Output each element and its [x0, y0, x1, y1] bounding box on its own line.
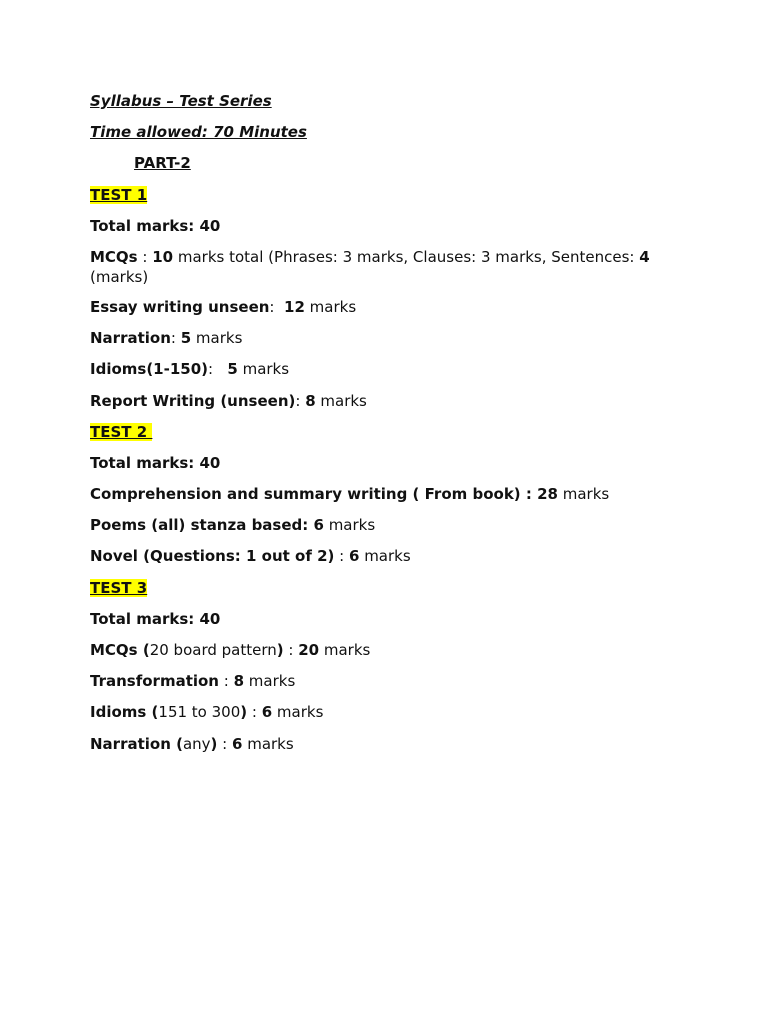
item-text: marks	[237, 360, 290, 379]
test-3-total: Total marks: 40	[90, 609, 221, 628]
item-text: :	[137, 247, 153, 266]
document-body	[90, 92, 690, 766]
item-value: 4	[639, 247, 650, 266]
test-2-heading: TEST 2	[90, 422, 153, 441]
item-value: 6	[348, 547, 360, 566]
item-text: :	[217, 734, 232, 753]
item-text: :	[170, 329, 181, 348]
test-2-total-line	[90, 454, 690, 485]
item-value: 6	[261, 703, 273, 722]
test-2-item	[90, 516, 690, 547]
item-text: marks	[315, 391, 367, 410]
item-label: MCQs (	[90, 641, 150, 659]
item-text: :	[334, 547, 349, 566]
syllabus-title-line	[90, 92, 690, 123]
item-text: :	[269, 297, 285, 316]
item-text: :	[295, 391, 306, 410]
time-allowed: Time allowed: 70 Minutes	[90, 123, 307, 142]
test-2-item	[90, 485, 690, 516]
test-1-total: Total marks: 40	[90, 216, 221, 235]
item-label: Essay writing unseen	[90, 297, 270, 316]
item-text: marks	[244, 672, 296, 691]
test-1-item	[90, 329, 690, 360]
item-value: 8	[233, 672, 245, 691]
test-1-item	[90, 392, 690, 423]
item-value: )	[210, 734, 218, 753]
test-1-heading-line	[90, 186, 690, 217]
item-value: 8	[305, 391, 316, 410]
item-label: Poems (all) stanza based: 6	[90, 516, 324, 535]
item-label: Report Writing (unseen)	[90, 391, 296, 410]
test-3-item	[90, 672, 690, 703]
item-value: 12	[284, 297, 305, 316]
test-3-item	[90, 641, 690, 672]
item-label: Narration	[90, 329, 171, 348]
item-label: Idioms(1-150)	[90, 360, 209, 379]
item-text: :	[219, 672, 234, 691]
item-text: marks	[557, 485, 610, 504]
test-1-heading: TEST 1	[90, 185, 148, 204]
item-label: Narration (	[90, 734, 183, 753]
item-text: 151 to 300	[158, 703, 241, 722]
test-2-item	[90, 547, 690, 578]
item-value: )	[276, 641, 284, 659]
test-1-item	[90, 360, 690, 391]
test-3-total-line	[90, 610, 690, 641]
item-text: (marks)	[90, 267, 149, 286]
item-text: marks	[304, 297, 357, 316]
test-1-item	[90, 247, 690, 287]
syllabus-title: Syllabus – Test Series	[90, 92, 272, 110]
part-heading: PART-2	[134, 154, 191, 173]
test-1-item	[90, 298, 690, 329]
item-text: :	[247, 703, 262, 722]
item-value: 10	[152, 247, 174, 266]
item-text: marks	[191, 329, 243, 348]
item-label: Idioms (	[90, 703, 159, 722]
item-label: Transformation	[90, 672, 219, 691]
part-heading-line	[90, 154, 690, 185]
item-text: marks	[323, 516, 376, 535]
test-3-heading-line	[90, 579, 690, 610]
item-text: :	[283, 641, 299, 659]
item-text: any	[182, 734, 211, 753]
test-3-item	[90, 735, 690, 766]
item-value: )	[240, 703, 248, 722]
item-text: marks total (Phrases: 3 marks, Clauses: 3 marks, Sentences:	[173, 247, 640, 266]
item-value: 5	[180, 329, 192, 348]
item-text: :	[208, 360, 228, 379]
item-text: marks	[242, 734, 294, 753]
test-2-total: Total marks: 40	[90, 453, 221, 472]
item-value: 5	[227, 360, 238, 379]
test-3-item	[90, 703, 690, 734]
time-allowed-line	[90, 123, 690, 154]
test-3-heading: TEST 3	[90, 578, 148, 597]
item-label: Novel (Questions: 1 out of 2)	[90, 547, 335, 566]
item-label: MCQs	[90, 247, 138, 266]
test-1-total-line	[90, 217, 690, 248]
test-2-heading-line	[90, 423, 690, 454]
item-text: marks	[272, 703, 324, 722]
item-value: 20	[298, 641, 320, 659]
item-text: marks	[319, 641, 371, 659]
item-label: Comprehension and summary writing ( From book) : 28	[90, 485, 558, 504]
item-value: 6	[232, 734, 243, 753]
item-text: marks	[359, 547, 411, 566]
item-text: 20 board pattern	[149, 641, 277, 659]
